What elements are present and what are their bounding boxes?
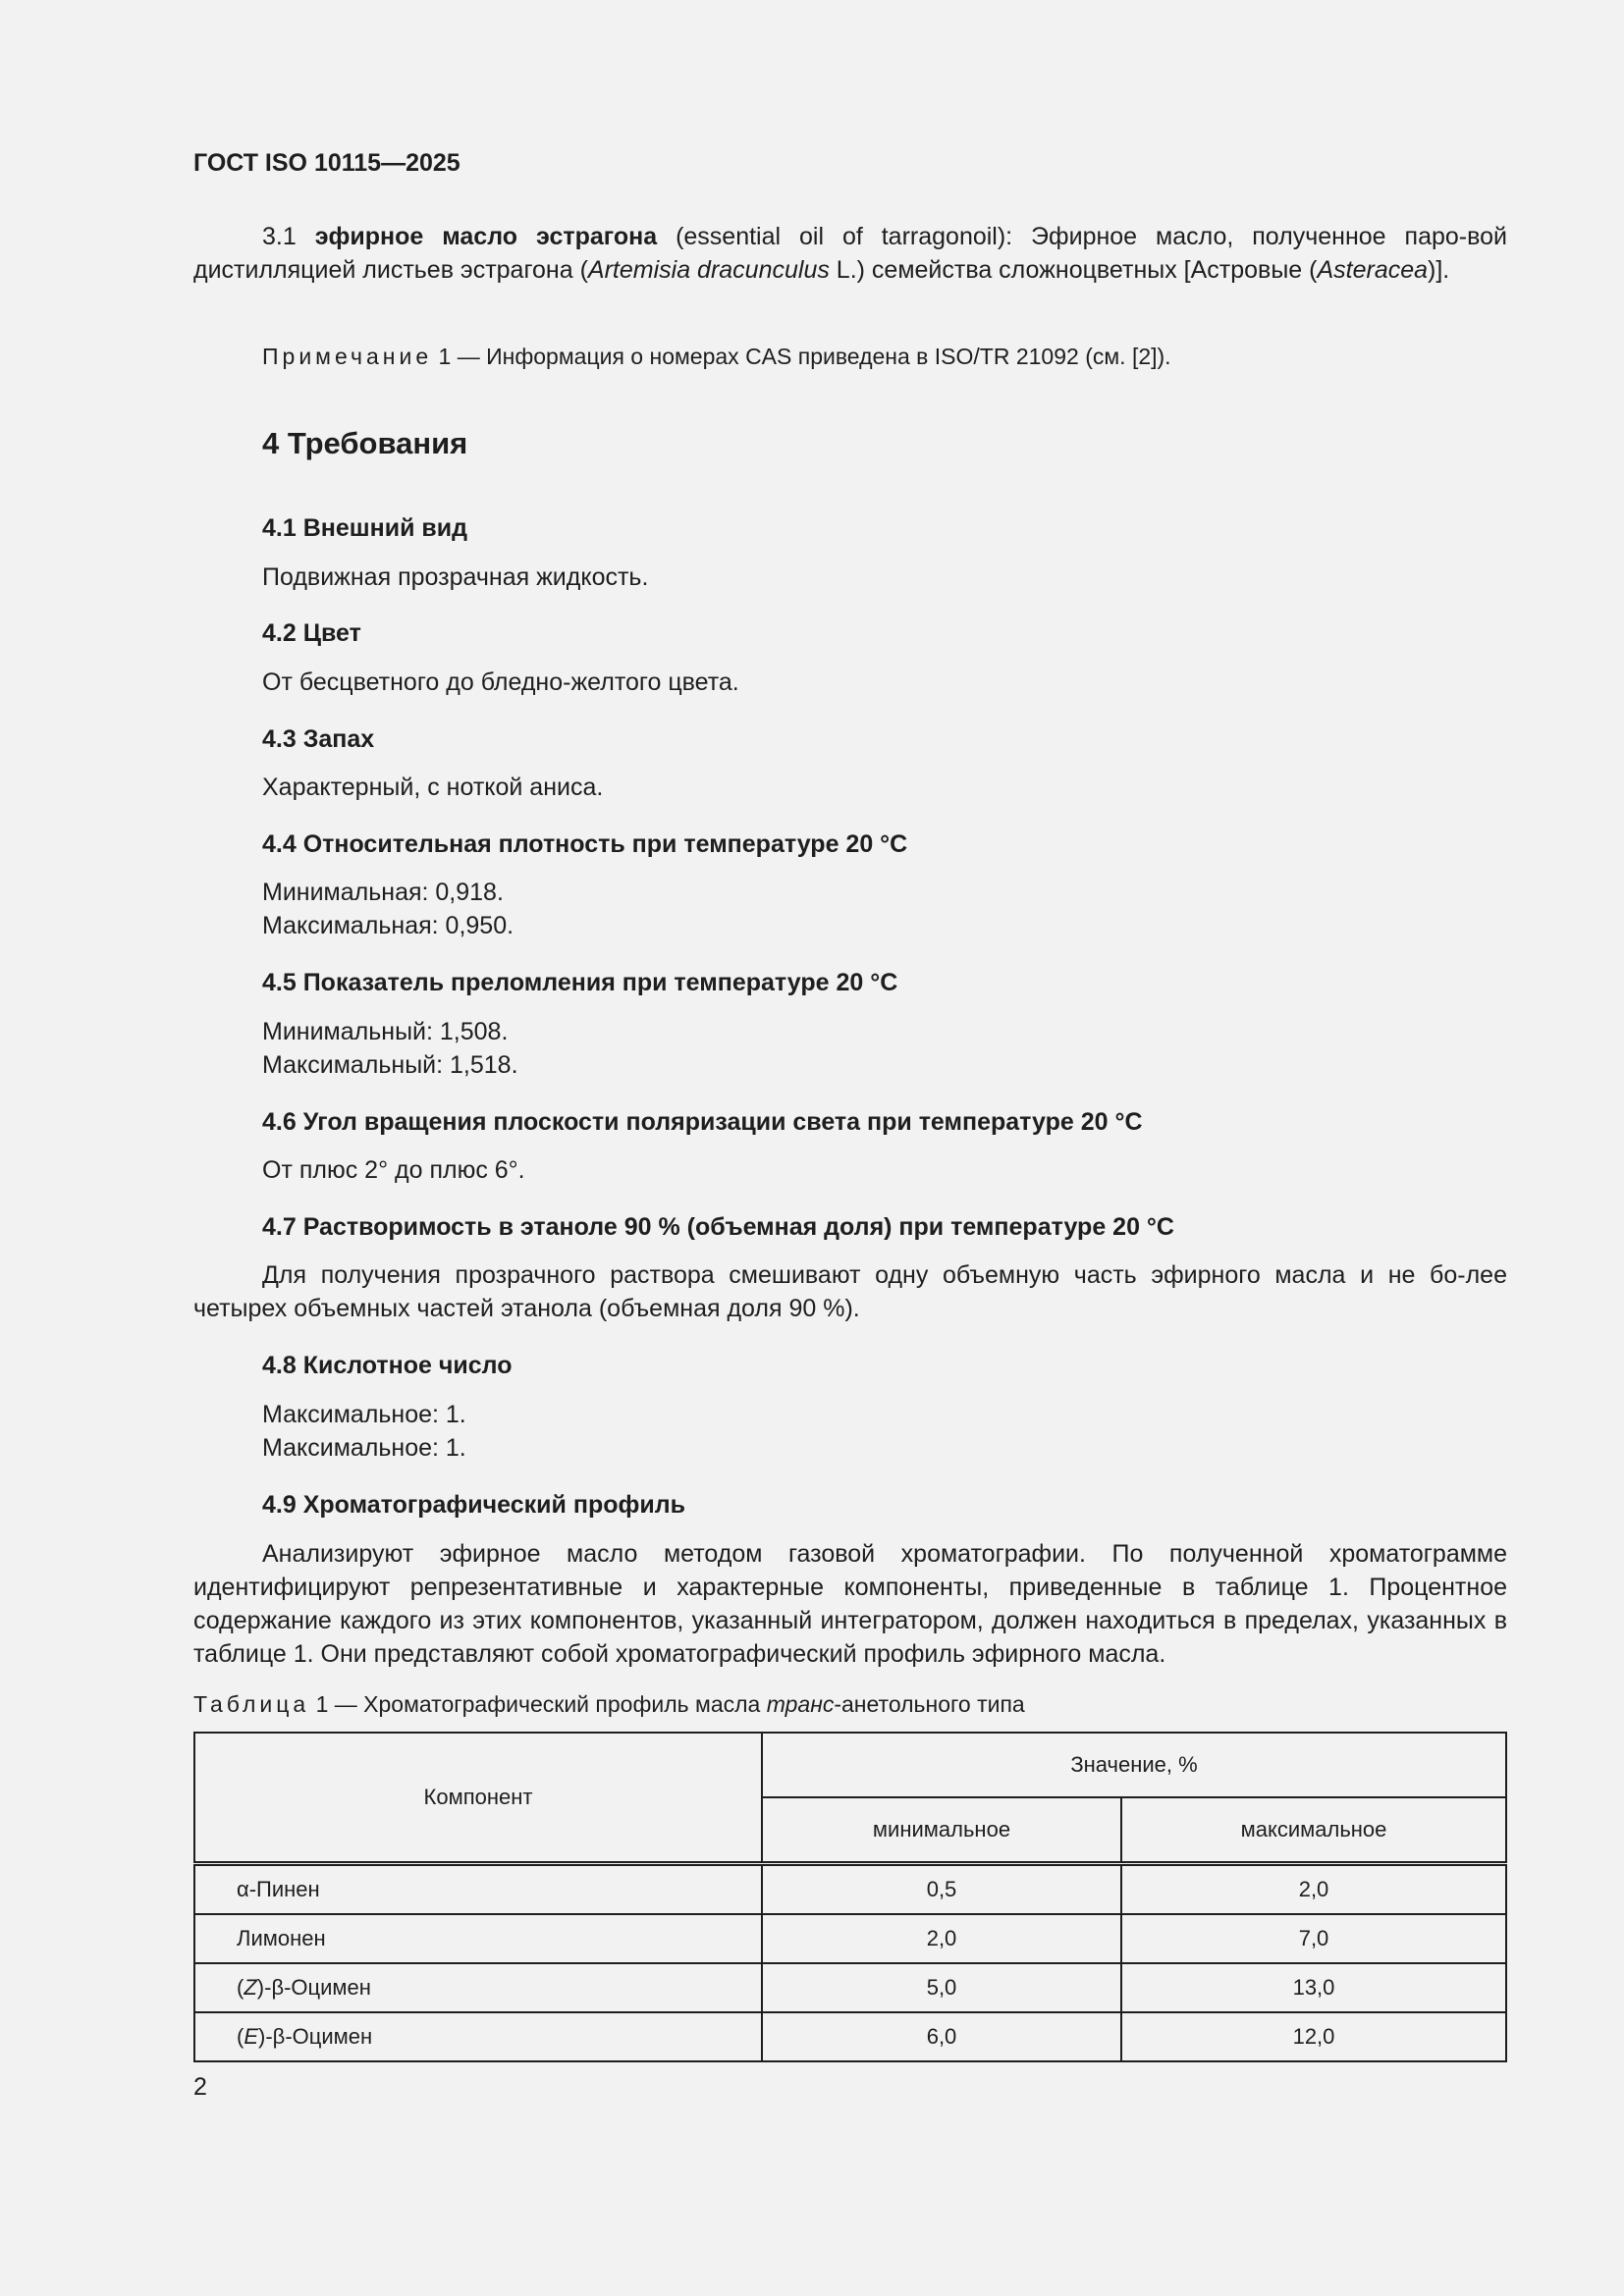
value-min: 0,5 [762, 1864, 1121, 1915]
clause-4-3-text: Характерный, с ноткой аниса. [262, 774, 604, 801]
value-max: 7,0 [1121, 1914, 1506, 1963]
component-name-name: β-Оцимен [271, 1975, 371, 2000]
value-min: 2,0 [762, 1914, 1121, 1963]
value-max: 12,0 [1121, 2012, 1506, 2061]
clause-4-1-heading: 4.1 Внешний вид [262, 514, 467, 542]
latin-name: Artemisia dracunculus [587, 256, 830, 284]
page-number: 2 [193, 2073, 207, 2101]
value-max: 13,0 [1121, 1963, 1506, 2012]
clause-definition-tail: L.) семейства сложноцветных [Астровые ( [829, 256, 1318, 284]
clause-definition: (essential oil of tarragonoil): Эфирное масло, полученное паро-вой дистилляцией листьев эстрагона ( [193, 223, 1507, 284]
clause-4-5-heading: 4.5 Показатель преломления при температуре 20 °C [262, 969, 898, 996]
table-1 [193, 1732, 1507, 2062]
table-body [194, 1864, 1506, 2062]
component-name [194, 1864, 762, 1915]
clause-4-8-heading: 4.8 Кислотное число [262, 1352, 513, 1379]
clause-4-2-heading: 4.2 Цвет [262, 619, 361, 647]
value-min: 6,0 [762, 2012, 1121, 2061]
clause-number: 3.1 [262, 223, 297, 250]
component-name [194, 1963, 762, 2012]
component-name-it: E [244, 2024, 259, 2049]
family-name: Asteracea [1317, 256, 1429, 284]
component-name-mid: )- [258, 2024, 273, 2049]
note-1 [262, 342, 1171, 371]
density-min: Минимальная: 0,918. [262, 879, 504, 906]
table-caption-tail: -анетольного типа [834, 1691, 1025, 1717]
acid-value-line-1: Максимальное: 1. [262, 1401, 466, 1428]
clause-4-7-text: Для получения прозрачного раствора смешивают одну объемную часть эфирного масла и не бо-лее четырех объемных частей этанола (объемная доля 90 %). [193, 1261, 1507, 1322]
clause-4-4-heading: 4.4 Относительная плотность при температуре 20 °C [262, 830, 908, 858]
section-4-heading: 4 Требования [262, 426, 468, 460]
clause-term: эфирное масло эстрагона [314, 223, 658, 250]
clause-4-6-text: От плюс 2° до плюс 6°. [262, 1156, 525, 1184]
component-name-pre: ( [237, 2024, 244, 2049]
acid-value-line-2: Максимальное: 1. [262, 1434, 466, 1462]
note-text: 1 — Информация о номерах CAS приведена в ISO/TR 21092 (см. [2]). [438, 344, 1171, 369]
clause-4-2-text: От бесцветного до бледно-желтого цвета. [262, 668, 739, 696]
note-label: Примечание [262, 344, 433, 369]
component-name-it: Z [244, 1975, 257, 2000]
refraction-min: Минимальный: 1,508. [262, 1018, 509, 1045]
document-header: ГОСТ ISO 10115—2025 [193, 149, 460, 177]
column-header-max: максимальное [1121, 1797, 1506, 1864]
value-max: 2,0 [1121, 1864, 1506, 1915]
component-name [194, 1914, 762, 1963]
table-row [194, 1963, 1506, 2012]
table-caption-italic: транс [766, 1691, 835, 1717]
clause-3-1 [193, 220, 1507, 287]
table-caption-label: Таблица [193, 1691, 310, 1717]
component-name-name: Лимонен [237, 1926, 326, 1950]
clause-definition-end: )]. [1428, 256, 1450, 284]
column-header-value: Значение, % [762, 1733, 1506, 1797]
clause-4-3-heading: 4.3 Запах [262, 725, 375, 753]
component-name-name: α-Пинен [237, 1877, 320, 1901]
clause-4-9-heading: 4.9 Хроматографический профиль [262, 1491, 685, 1519]
density-max: Максимальная: 0,950. [262, 912, 514, 939]
clause-4-8-text [262, 1398, 1507, 1465]
table-row [194, 2012, 1506, 2061]
component-name-name: β-Оцимен [272, 2024, 373, 2049]
value-min: 5,0 [762, 1963, 1121, 2012]
clause-4-9-text: Анализируют эфирное масло методом газовой хроматографии. По полученной хроматограмме идентифицируют репрезентативные и характерные компоненты, приведенные в таблице 1. Процентное содержание каждого из этих компонентов, указанный интегратором, должен находиться в пределах, указанных в таблице 1. Они представляют собой хроматографический профиль эфирного масла. [193, 1540, 1507, 1668]
table-1-caption [193, 1689, 1025, 1719]
clause-4-5-text [262, 1015, 1507, 1082]
clause-4-7-heading: 4.7 Растворимость в этаноле 90 % (объемная доля) при температуре 20 °C [262, 1213, 1174, 1241]
component-name-pre: ( [237, 1975, 244, 2000]
column-header-min: минимальное [762, 1797, 1121, 1864]
table-caption-text: 1 — Хроматографический профиль масла [315, 1691, 767, 1717]
clause-4-6-heading: 4.6 Угол вращения плоскости поляризации света при температуре 20 °C [262, 1108, 1143, 1136]
table-row [194, 1864, 1506, 1915]
clause-4-1-text: Подвижная прозрачная жидкость. [262, 563, 649, 591]
column-header-component: Компонент [194, 1733, 762, 1864]
refraction-max: Максимальный: 1,518. [262, 1051, 518, 1079]
table-row [194, 1914, 1506, 1963]
clause-4-4-text [262, 876, 1507, 942]
component-name-mid: )- [256, 1975, 272, 2000]
component-name [194, 2012, 762, 2061]
